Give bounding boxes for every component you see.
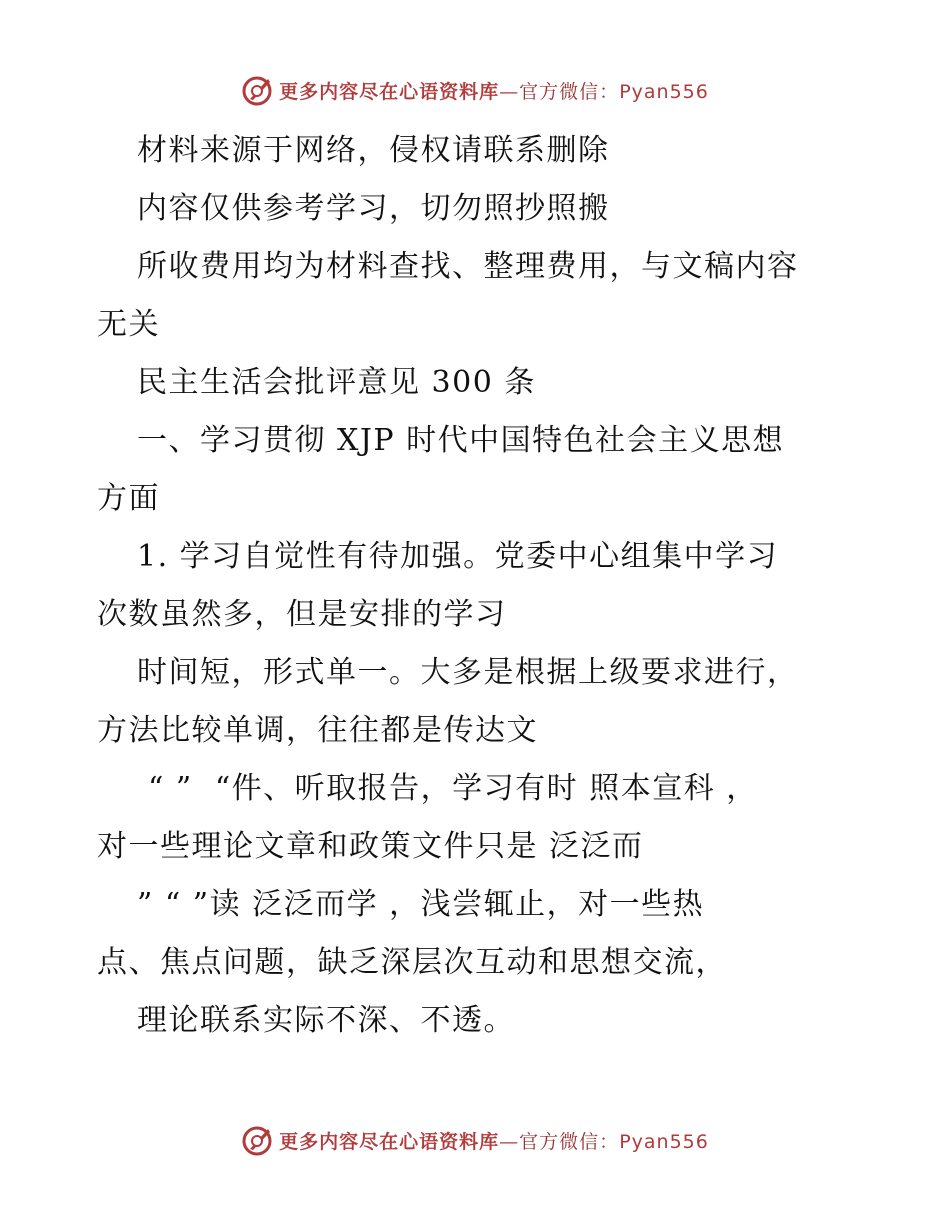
document-title: 民主生活会批评意见 300 条 [137,365,536,400]
body-line: 内容仅供参考学习，切勿照抄照搬 [137,191,610,226]
section-heading-cont: 方面 [97,481,160,516]
banner-dash: — [499,1130,520,1153]
quill-logo-icon [241,1123,275,1157]
banner-dash: — [499,80,520,103]
body-line: 1. 学习自觉性有待加强。党委中心组集中学习 [137,539,779,574]
banner-main-text: 更多内容尽在心语资料库 [279,1130,500,1153]
banner-main-text: 更多内容尽在心语资料库 [279,80,500,103]
body-line: 无关 [97,307,160,342]
quill-logo-icon [241,73,275,107]
section-heading: 一、学习贯彻 XJP 时代中国特色社会主义思想 [137,423,785,458]
body-line: 次数虽然多，但是安排的学习 [97,597,507,632]
banner-wechat-label: 官方微信： [519,1130,620,1153]
body-line: “ ” “件、听取报告，学习有时 照本宣科 ， [137,771,758,806]
body-line: 所收费用均为材料查找、整理费用，与文稿内容 [137,249,799,284]
body-line: 方法比较单调，往往都是传达文 [97,713,538,748]
header-banner [0,70,950,110]
banner-text [279,1127,709,1154]
body-line: ” “ ”读 泛泛而学 ，浅尝辄止，对一些热 [137,887,705,922]
body-line: 时间短，形式单一。大多是根据上级要求进行， [137,655,799,690]
body-line: 材料来源于网络，侵权请联系删除 [137,133,610,168]
banner-wechat-label: 官方微信： [519,80,620,103]
banner-wechat-handle: Pyan556 [619,1130,709,1153]
body-line: 理论联系实际不深、不透。 [137,1003,515,1038]
body-line: 对一些理论文章和政策文件只是 泛泛而 [97,829,644,864]
footer-banner [0,1120,950,1160]
banner-text [279,77,709,104]
document-body [97,122,857,1050]
banner-wechat-handle: Pyan556 [619,80,709,103]
body-line: 点、焦点问题，缺乏深层次互动和思想交流， [97,945,727,980]
